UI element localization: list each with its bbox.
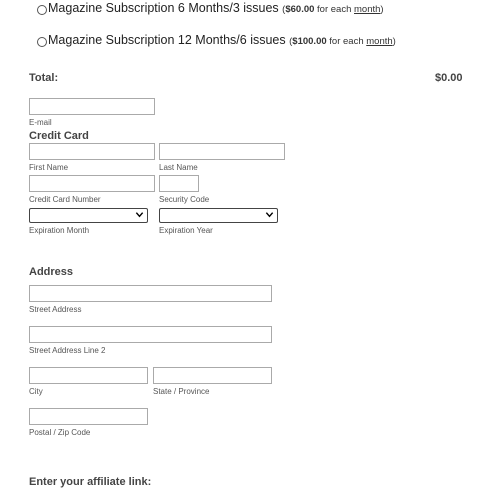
city-sublabel: City	[29, 387, 43, 396]
last-name-field[interactable]	[159, 143, 285, 160]
product-2-unit: month	[366, 36, 393, 47]
affiliate-link-heading: Enter your affiliate link:	[29, 476, 152, 488]
product-2-radio[interactable]	[37, 37, 47, 47]
product-2-per: for each	[329, 36, 364, 47]
chevron-down-icon	[135, 210, 144, 223]
expiration-month-select[interactable]	[29, 208, 148, 223]
product-2-option: Magazine Subscription 12 Months/6 issues ($100.00 for each month)	[48, 33, 396, 47]
product-1-option: Magazine Subscription 6 Months/3 issues ($60.00 for each month)	[48, 1, 384, 15]
street-address-sublabel: Street Address	[29, 305, 82, 314]
email-field[interactable]	[29, 98, 155, 115]
security-code-sublabel: Security Code	[159, 195, 210, 204]
street-address-line2-sublabel: Street Address Line 2	[29, 346, 106, 355]
product-1-price: $60.00	[285, 4, 315, 15]
product-2-price: $100.00	[292, 36, 327, 47]
card-number-field[interactable]	[29, 175, 155, 192]
expiration-year-select[interactable]	[159, 208, 278, 223]
first-name-sublabel: First Name	[29, 163, 69, 172]
total-value: $0.00	[435, 72, 463, 84]
postal-zip-field[interactable]	[29, 408, 148, 425]
chevron-down-icon	[265, 210, 274, 223]
expiration-year-sublabel: Expiration Year	[159, 226, 213, 235]
first-name-field[interactable]	[29, 143, 155, 160]
expiration-month-sublabel: Expiration Month	[29, 226, 90, 235]
state-province-field[interactable]	[153, 367, 272, 384]
street-address-field[interactable]	[29, 285, 272, 302]
product-1-radio[interactable]	[37, 5, 47, 15]
product-1-name: Magazine Subscription 6 Months/3 issues	[48, 1, 279, 15]
card-number-sublabel: Credit Card Number	[29, 195, 101, 204]
product-1-unit: month	[354, 4, 381, 15]
email-sublabel: E-mail	[29, 118, 52, 127]
street-address-line2-field[interactable]	[29, 326, 272, 343]
city-field[interactable]	[29, 367, 148, 384]
postal-zip-sublabel: Postal / Zip Code	[29, 428, 91, 437]
address-heading: Address	[29, 266, 74, 278]
state-province-sublabel: State / Province	[153, 387, 210, 396]
last-name-sublabel: Last Name	[159, 163, 198, 172]
product-1-per: for each	[317, 4, 352, 15]
total-label: Total:	[29, 72, 59, 84]
product-2-name: Magazine Subscription 12 Months/6 issues	[48, 33, 286, 47]
credit-card-heading: Credit Card	[29, 130, 89, 142]
security-code-field[interactable]	[159, 175, 199, 192]
